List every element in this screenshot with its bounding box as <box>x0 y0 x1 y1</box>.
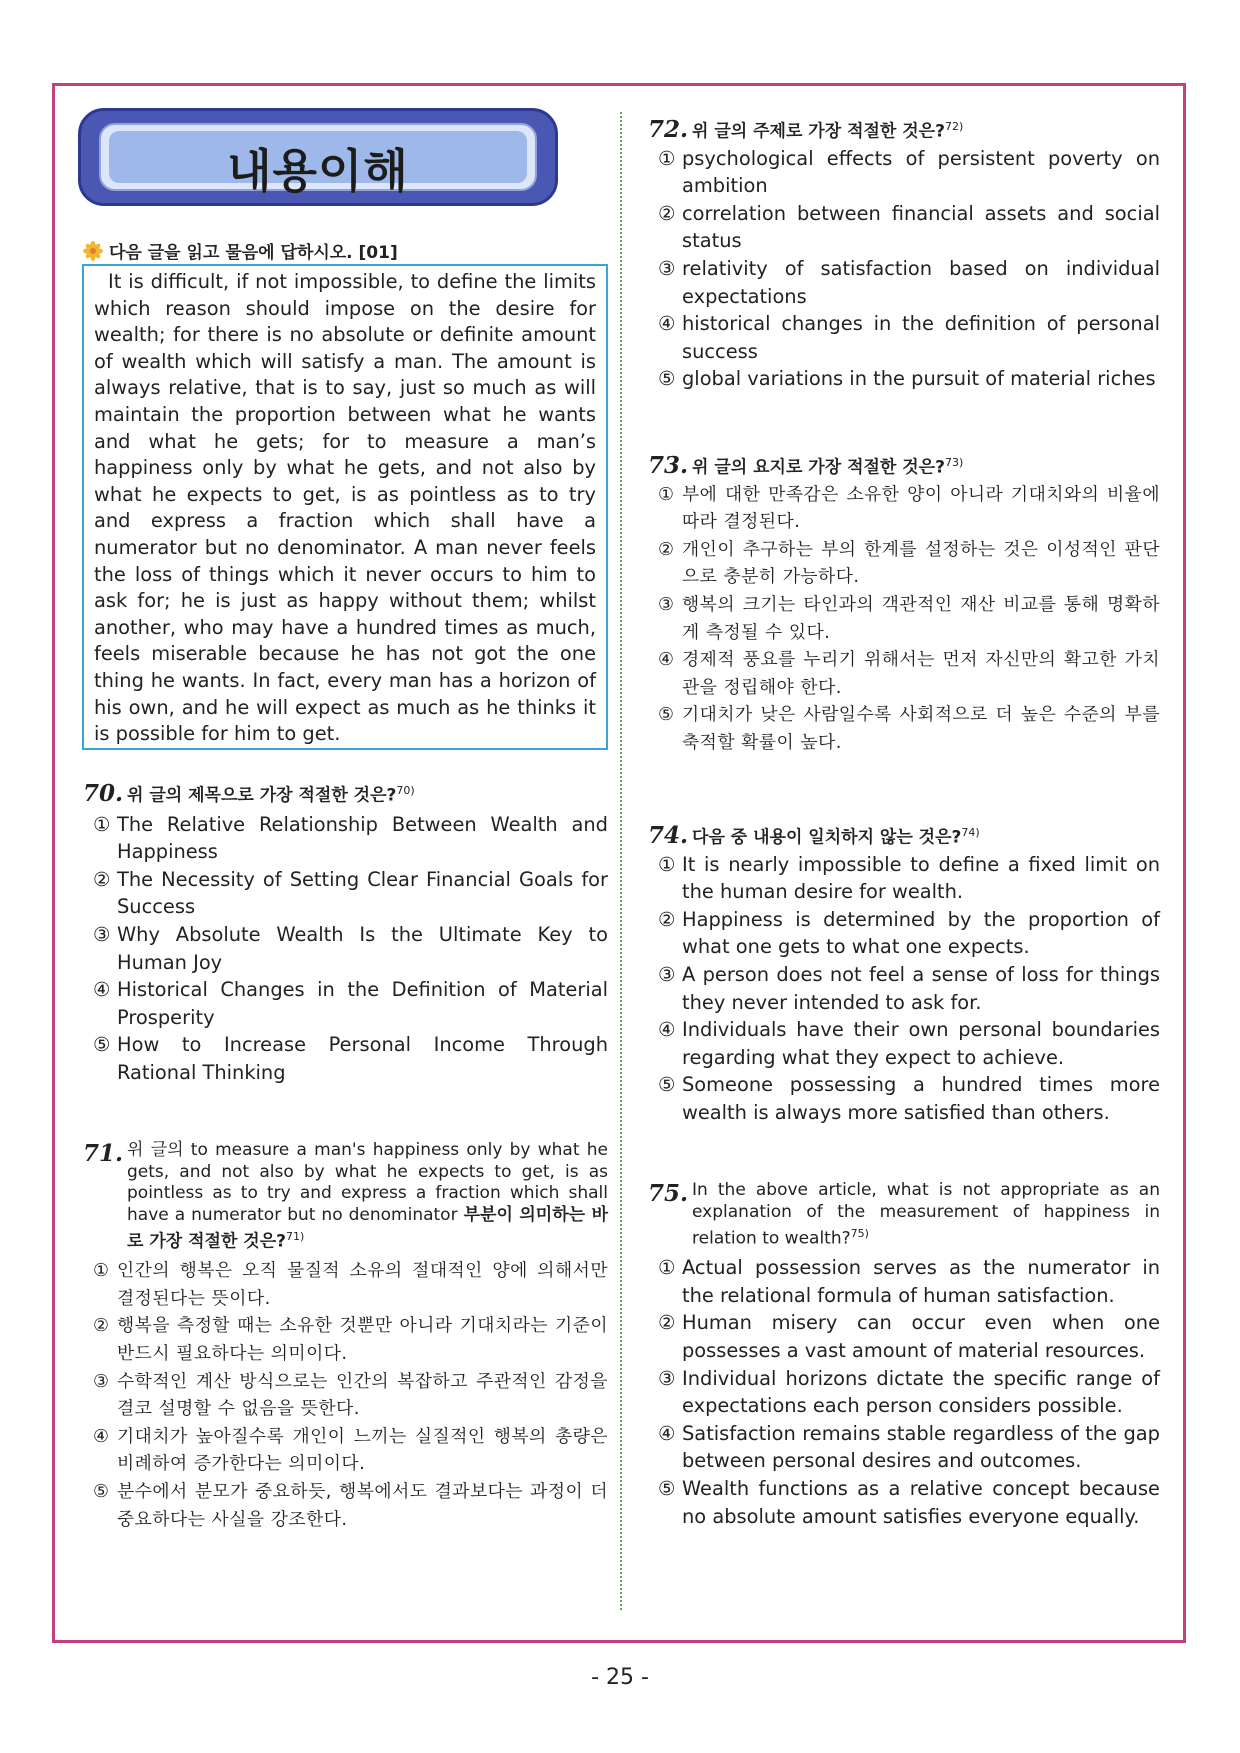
option-mark: ② <box>658 1311 676 1335</box>
footnote-ref: 72) <box>944 120 964 133</box>
option-mark: ② <box>658 907 676 931</box>
footnote-ref: 74) <box>961 826 980 839</box>
question-71 <box>83 1140 608 1533</box>
options-75 <box>648 1254 1160 1530</box>
option[interactable] <box>648 310 1160 365</box>
option[interactable] <box>83 1031 608 1086</box>
option[interactable] <box>83 1423 608 1478</box>
question-prompt: 위 글의 제목으로 가장 적절한 것은? <box>127 785 397 806</box>
option-mark: ① <box>658 146 676 170</box>
option-mark: ③ <box>658 963 676 987</box>
passage-text: It is difficult, if not impossible, to define the limits which reason should impose on the desire for wealth; for there is no absolute or definite amount of wealth which will satisfy a man. The amount is always relative, that is to say, just so much as will maintain the proportion between what he wants and what he gets; for to measure a man’s happiness only by what he gets, and not also by what he expects to get, is as pointless as to try and express a fraction which shall have a numerator but no denominator. A man never feels the loss of things which it never occurs to him to ask for; he is just as happy without them; whilst another, who may have a hundred times as much, feels miserable because he has not got the one thing he wants. In fact, every man has a horizon of his own, and he will expect as much as he thinks it is possible for him to get. <box>94 270 596 746</box>
option-mark: ② <box>658 201 676 225</box>
option-mark: ① <box>93 812 111 836</box>
option-text: Satisfaction remains stable regardless of the gap between personal desires and outcomes. <box>682 1421 1160 1473</box>
option[interactable] <box>83 866 608 921</box>
option-text: Human misery can occur even when one possesses a vast amount of material resources. <box>682 1311 1160 1362</box>
option-mark: ① <box>658 852 676 876</box>
option[interactable] <box>83 1368 608 1423</box>
option[interactable] <box>83 1257 608 1312</box>
options-73 <box>648 481 1160 757</box>
question-72-head <box>648 116 1160 143</box>
option[interactable] <box>648 906 1160 961</box>
option[interactable] <box>648 1254 1160 1309</box>
question-prompt <box>127 1140 608 1253</box>
option[interactable] <box>648 701 1160 756</box>
footnote-ref: 73) <box>944 456 964 469</box>
option[interactable] <box>83 1312 608 1367</box>
option[interactable] <box>648 1365 1160 1420</box>
footnote-ref: 70) <box>396 784 415 797</box>
option-text: correlation between financial assets and social status <box>682 201 1160 253</box>
question-71-head <box>83 1140 608 1253</box>
column-divider <box>620 112 622 1610</box>
question-73 <box>648 452 1160 757</box>
option-mark: ⑤ <box>658 1073 676 1097</box>
option[interactable] <box>648 961 1160 1016</box>
option-text: 기대치가 낮은 사람일수록 사회적으로 더 높은 수준의 부를 축적할 확률이 높다. <box>682 704 1160 753</box>
question-number: 74. <box>648 821 689 849</box>
option-mark: ④ <box>658 1018 676 1042</box>
question-prompt-en: 위 글의 to measure a man's happiness only by what he gets, and not also by what he expects to get, is as pointless as to try and express a fraction which shall have a numerator but no denominator <box>127 1140 608 1225</box>
option-text: Individuals have their own personal boundaries regarding what they expect to achieve. <box>682 1018 1160 1069</box>
option[interactable] <box>648 536 1160 591</box>
option-mark: ③ <box>658 594 675 616</box>
question-number: 75. <box>648 1180 689 1207</box>
option[interactable] <box>83 921 608 976</box>
question-73-head <box>648 452 1160 479</box>
option-mark: ④ <box>93 978 111 1002</box>
option[interactable] <box>648 200 1160 255</box>
option[interactable] <box>648 646 1160 701</box>
option-text: Why Absolute Wealth Is the Ultimate Key to Human Joy <box>117 923 608 974</box>
question-number: 70. <box>83 779 124 807</box>
option-mark: ① <box>658 1256 676 1280</box>
section-title: 내용이해 <box>227 144 409 198</box>
option-text: 부에 대한 만족감은 소유한 양이 아니라 기대치와의 비율에 따라 결정된다. <box>682 483 1160 533</box>
instruction-text: 다음 글을 읽고 물음에 답하시오. [01] <box>109 243 398 263</box>
question-prompt: 위 글의 주제로 가장 적절한 것은? <box>692 121 945 142</box>
option-mark: ⑤ <box>93 1480 110 1502</box>
option[interactable] <box>648 1016 1160 1071</box>
question-number: 72. <box>648 115 689 143</box>
option-mark: ② <box>93 1315 110 1337</box>
footnote-ref: 75) <box>850 1227 869 1240</box>
option-text: 행복을 측정할 때는 소유한 것뿐만 아니라 기대치라는 기준이 반드시 필요하다는 의미이다. <box>117 1315 608 1364</box>
option-text: 수학적인 계산 방식으로는 인간의 복잡하고 주관적인 감정을 결코 설명할 수 없음을 뜻한다. <box>117 1370 608 1420</box>
option[interactable] <box>83 976 608 1031</box>
option[interactable] <box>648 851 1160 906</box>
option[interactable] <box>648 591 1160 646</box>
question-prompt: 다음 중 내용이 일치하지 않는 것은? <box>692 827 962 848</box>
option-mark: ⑤ <box>658 1476 676 1500</box>
flower-icon <box>83 241 103 261</box>
option-mark: ④ <box>658 1421 676 1445</box>
option-text: The Relative Relationship Between Wealth and Happiness <box>117 812 608 864</box>
option-mark: ① <box>93 1260 110 1282</box>
question-74 <box>648 822 1160 1127</box>
question-75-head <box>648 1180 1160 1250</box>
option-text: Historical Changes in the Definition of Material Prosperity <box>117 978 608 1029</box>
option-mark: ② <box>93 867 111 891</box>
option[interactable] <box>83 811 608 866</box>
option-text: Individual horizons dictate the specific range of expectations each person considers possible. <box>682 1366 1160 1418</box>
option[interactable] <box>648 481 1160 536</box>
question-75 <box>648 1180 1160 1530</box>
option[interactable] <box>648 365 1160 393</box>
option-text: It is nearly impossible to define a fixed limit on the human desire for wealth. <box>682 852 1160 904</box>
question-prompt-ko: 부분이 의미하는 바로 가장 적절한 것은? <box>127 1204 609 1252</box>
option-mark: ④ <box>658 312 676 336</box>
option-text: 인간의 행복은 오직 물질적 소유의 절대적인 양에 의해서만 결정된다는 뜻이다. <box>117 1260 608 1309</box>
option-text: global variations in the pursuit of material riches <box>682 367 1156 391</box>
options-71 <box>83 1257 608 1533</box>
option-mark: ④ <box>93 1425 110 1447</box>
option[interactable] <box>648 1309 1160 1364</box>
option-text: Happiness is determined by the proportion of what one gets to what one expects. <box>682 907 1160 959</box>
option-mark: ⑤ <box>658 704 675 726</box>
option-mark: ③ <box>658 257 676 281</box>
question-70 <box>83 780 608 1087</box>
option[interactable] <box>648 145 1160 200</box>
question-72 <box>648 116 1160 393</box>
section-title-box <box>78 108 558 206</box>
footnote-ref: 71) <box>286 1230 305 1243</box>
question-70-head <box>83 780 608 807</box>
reading-passage <box>82 264 608 750</box>
option-text: Someone possessing a hundred times more wealth is always more satisfied than others. <box>682 1073 1160 1124</box>
options-70 <box>83 811 608 1087</box>
option-text: The Necessity of Setting Clear Financial Goals for Success <box>117 867 608 919</box>
option-text: historical changes in the definition of personal success <box>682 312 1160 363</box>
option-text: 개인이 추구하는 부의 한계를 설정하는 것은 이성적인 판단으로 충분히 가능하다. <box>682 538 1160 588</box>
page-number: - 25 - <box>591 1665 649 1690</box>
option-text: 분수에서 분모가 중요하듯, 행복에서도 결과보다는 과정이 더 중요하다는 사실을 강조한다. <box>117 1480 608 1530</box>
option[interactable] <box>648 1071 1160 1126</box>
option[interactable] <box>648 1420 1160 1475</box>
option-mark: ⑤ <box>658 367 676 391</box>
option-text: 행복의 크기는 타인과의 객관적인 재산 비교를 통해 명확하게 측정될 수 있다. <box>682 594 1160 643</box>
question-prompt: 위 글의 요지로 가장 적절한 것은? <box>692 457 945 478</box>
title-inner-panel <box>99 123 537 198</box>
question-number: 73. <box>648 451 689 479</box>
question-number: 71. <box>83 1140 124 1167</box>
options-72 <box>648 145 1160 393</box>
instruction <box>83 238 398 263</box>
option-text: 기대치가 높아질수록 개인이 느끼는 실질적인 행복의 총량은 비례하여 증가한다는 의미이다. <box>117 1425 608 1475</box>
option-text: Actual possession serves as the numerator in the relational formula of human satisfaction. <box>682 1256 1160 1307</box>
option-mark: ④ <box>658 649 675 671</box>
option-text: A person does not feel a sense of loss for things they never intended to ask for. <box>682 963 1160 1014</box>
option[interactable] <box>648 255 1160 310</box>
option-mark: ③ <box>93 1370 110 1392</box>
option-text: How to Increase Personal Income Through Rational Thinking <box>117 1033 608 1084</box>
options-74 <box>648 851 1160 1127</box>
option-text: 경제적 풍요를 누리기 위해서는 먼저 자신만의 확고한 가치관을 정립해야 한다. <box>682 649 1160 698</box>
option-text: psychological effects of persistent poverty on ambition <box>682 146 1160 198</box>
option-text: Wealth functions as a relative concept because no absolute amount satisfies everyone equally. <box>682 1476 1160 1528</box>
option-mark: ③ <box>93 923 111 947</box>
question-prompt-text: In the above article, what is not appropriate as an explanation of the measurement of happiness in relation to wealth? <box>692 1180 1160 1249</box>
option-mark: ① <box>658 483 675 505</box>
question-74-head <box>648 822 1160 849</box>
option-mark: ③ <box>658 1366 676 1390</box>
question-prompt <box>692 1180 1160 1250</box>
option[interactable] <box>83 1478 608 1533</box>
option[interactable] <box>648 1475 1160 1530</box>
option-mark: ② <box>658 538 675 560</box>
option-text: relativity of satisfaction based on individual expectations <box>682 257 1160 308</box>
option-mark: ⑤ <box>93 1033 111 1057</box>
